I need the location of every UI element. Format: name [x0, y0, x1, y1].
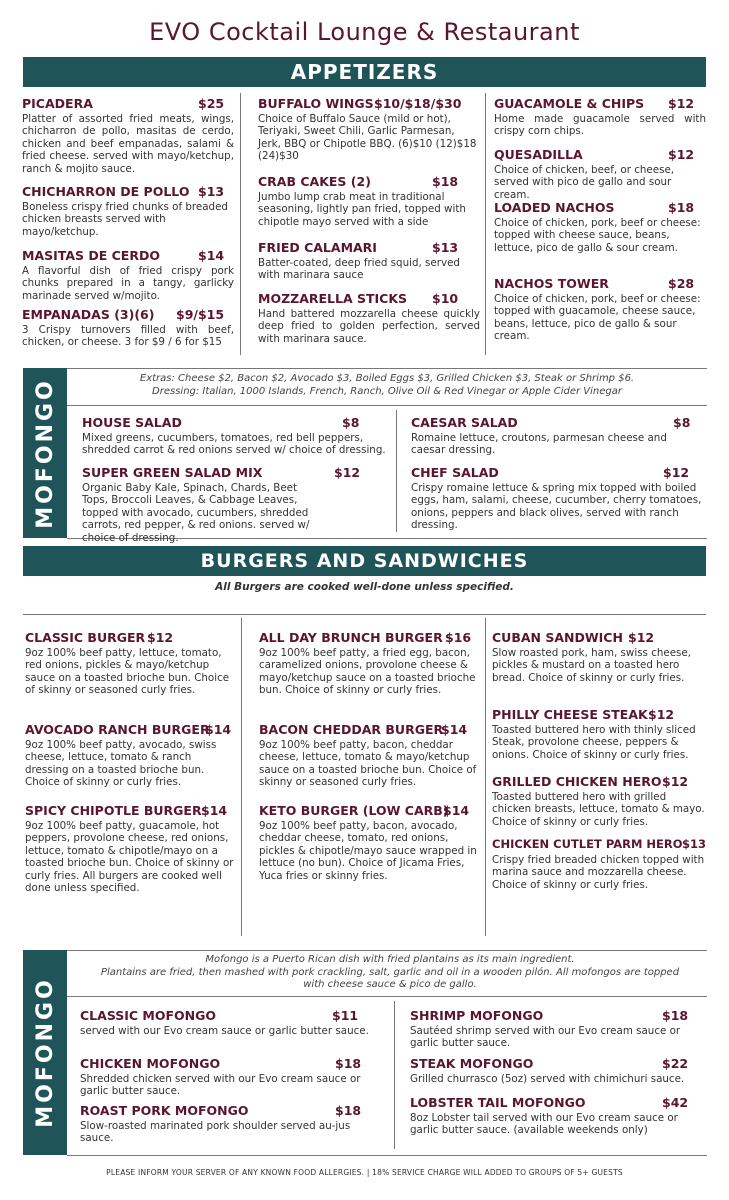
column-divider [241, 618, 242, 936]
appetizers-heading: APPETIZERS [23, 57, 706, 87]
menu-item-mozzarella-sticks: MOZZARELLA STICKS $10 Hand battered mozzarella cheese quickly deep fried to golden perfection, served with marinara sauce. [258, 291, 480, 345]
menu-item-philly-cheese-steak: PHILLY CHEESE STEAK $12 Toasted buttered hero with thinly sliced Steak, provolone cheese, peppers & onions. Choice of skinny or curly fries. [492, 707, 696, 761]
menu-item-steak-mofongo: STEAK MOFONGO $22 Grilled churrasco (5oz) served with chimichuri sauce. [410, 1056, 689, 1085]
menu-item-quesadilla: QUESADILLA $12 Choice of chicken, beef, or cheese, served with pico de gallo and sour cream. [494, 147, 695, 201]
menu-item-fried-calamari: FRIED CALAMARI $13 Batter-coated, deep fried squid, served with marinara sauce [258, 240, 460, 282]
menu-item-cuban-sandwich: CUBAN SANDWICH $12 Slow roasted pork, ham, swiss cheese, pickles & mustard on a toasted hero bread. Choice of skinny or curly fries. [492, 630, 692, 684]
column-divider [394, 1001, 395, 1149]
menu-item-chicken-mofongo: CHICKEN MOFONGO $18 Shredded chicken served with our Evo cream sauce or garlic butter sauce. [80, 1056, 362, 1098]
burgers-note: All Burgers are cooked well-done unless specified. [215, 581, 514, 593]
mofongo-intro-2: Plantains are fried, then mashed with pork crackling, salt, garlic and oil in a wooden pilón. All mofongos are topped with cheese sauce & pico de gallo. [100, 967, 680, 990]
section-border [23, 614, 706, 615]
section-border [67, 996, 707, 997]
menu-item-chef-salad: CHEF SALAD $12 Crispy romaine lettuce & spring mix topped with boiled eggs, ham, salami, cheese, cucumber, cherry tomatoes, onions, peppers and black olives, served with ranch dressing. [411, 465, 702, 532]
burgers-heading: BURGERS AND SANDWICHES [23, 546, 706, 576]
menu-item-grilled-chicken-hero: GRILLED CHICKEN HERO $12 Toasted buttered hero with grilled chicken breasts, lettuce, tomato & mayo. Choice of skinny or curly fries. [492, 774, 705, 828]
mofongo-intro-1: Mofongo is a Puerto Rican dish with fried plantains as its main ingredient. [205, 954, 575, 965]
menu-item-classic-burger: CLASSIC BURGER $12 9oz 100% beef patty, lettuce, tomato, red onions, pickles & mayo/ketchup sauce on a toasted brioche bun. Choice of skinny or seasoned curly fries. [25, 630, 230, 697]
menu-item-chicharron-de-pollo: CHICHARRON DE POLLO $13 Boneless crispy fried chunks of breaded chicken breasts served with mayo/ketchup. [22, 184, 228, 238]
column-divider [485, 93, 486, 355]
section-border [67, 405, 707, 406]
salad-extras: Extras: Cheese $2, Bacon $2, Avocado $3, Boiled Eggs $3, Grilled Chicken $3, Steak or Shrimp $6. [139, 373, 635, 384]
menu-item-shrimp-mofongo: SHRIMP MOFONGO $18 Sautéed shrimp served with our Evo cream sauce or garlic butter sauce. [410, 1008, 689, 1050]
menu-item-keto-burger: KETO BURGER (LOW CARB) $14 9oz 100% beef patty, bacon, avocado, cheddar cheese, tomato, red onions, pickles & chipotle/mayo sauce wrapped in lettuce (no bun). Choice of Jicama Fries, Yuca fries or skinny fries. [259, 803, 477, 882]
menu-item-chicken-cutlet-parm-hero: CHICKEN CUTLET PARM HERO $13 Crispy fried breaded chicken topped with marina sauce and mozzarella cheese. Choice of skinny or curly fries. [492, 837, 707, 891]
column-divider [396, 410, 397, 532]
menu-item-bacon-cheddar-burger: BACON CHEDDAR BURGER $14 9oz 100% beef patty, bacon, cheddar cheese, lettuce, tomato & mayo/ketchup sauce on a toasted brioche bun. Choice of skinny or seasoned curly fries. [259, 722, 477, 789]
mofongo-side-label: MOFONGO [23, 950, 67, 1155]
section-border [67, 368, 707, 369]
column-divider [240, 93, 241, 355]
menu-item-house-salad: HOUSE SALAD $8 Mixed greens, cucumbers, tomatoes, red bell peppers, shredded carrot & red onions served w/ choice of dressing. [82, 415, 386, 457]
menu-item-super-green-salad: SUPER GREEN SALAD MIX $12 Organic Baby Kale, Spinach, Chards, Beet Tops, Broccoli Leaves, & Cabbage Leaves, topped with avocado, cucumbers, shredded carrots, red pepper, & red onions. served w/ choice of dressing. [82, 465, 361, 544]
menu-item-masitas-de-cerdo: MASITAS DE CERDO $14 A flavorful dish of fried crispy pork chunks prepared in a tangy, garlicky marinade served w/mojito. [22, 248, 234, 302]
menu-item-caesar-salad: CAESAR SALAD $8 Romaine lettuce, croutons, parmesan cheese and caesar dressing. [411, 415, 691, 457]
menu-item-guacamole-chips: GUACAMOLE & CHIPS $12 Home made guacamole served with crispy corn chips. [494, 96, 706, 138]
salads-side-label: MOFONGO [23, 368, 67, 538]
menu-item-lobster-tail-mofongo: LOBSTER TAIL MOFONGO $42 8oz Lobster tail served with our Evo cream sauce or garlic butter sauce. (available weekends only) [410, 1095, 689, 1137]
menu-item-empanadas: EMPANADAS (3)(6) $9/$15 3 Crispy turnovers filled with beef, chicken, or cheese. 3 for $9 / 6 for $15 [22, 307, 234, 349]
menu-item-buffalo-wings: BUFFALO WINGS $10/$18/$30 Choice of Buffalo Sauce (mild or hot), Teriyaki, Sweet Chili, Garlic Parmesan, Jerk, BBQ or Chipotle BBQ. (6)$10 (12)$18 (24)$30 [258, 96, 477, 163]
menu-item-nachos-tower: NACHOS TOWER $28 Choice of chicken, pork, beef or cheese: topped with guacamole, cheese sauce, beans, lettuce, pico de gallo & sour cream. [494, 276, 701, 343]
menu-item-crab-cakes: CRAB CAKES (2) $18 Jumbo lump crab meat in traditional seasoning, lightly pan fried, topped with chipotle mayo served with a side [258, 174, 466, 228]
restaurant-title: EVO Cocktail Lounge & Restaurant [149, 18, 580, 46]
section-border [67, 950, 707, 951]
menu-item-all-day-brunch-burger: ALL DAY BRUNCH BURGER $16 9oz 100% beef patty, a fried egg, bacon, caramelized onions, provolone cheese & mayo/ketchup sauce on a toasted brioche bun. Choice of skinny or curly fries. [259, 630, 476, 697]
column-divider [485, 618, 486, 936]
menu-item-roast-pork-mofongo: ROAST PORK MOFONGO $18 Slow-roasted marinated pork shoulder served au-jus sauce. [80, 1103, 362, 1145]
menu-item-picadera: PICADERA $25 Platter of assorted fried meats, wings, chicharron de pollo, masitas de cerdo, chicken and beef empanadas, salami & fried cheese. served with mayo/ketchup, ranch & mojito sauce. [22, 96, 234, 175]
menu-item-spicy-chipotle-burger: SPICY CHIPOTLE BURGER $14 9oz 100% beef patty, guacamole, hot peppers, provolone cheese, red onions, lettuce, tomato & chipotle/mayo on a toasted brioche bun. Choice of skinny or curly fries. All burgers are cooked well done unless specified. [25, 803, 234, 895]
menu-item-loaded-nachos: LOADED NACHOS $18 Choice of chicken, pork, beef or cheese: topped with cheese sauce, beans, lettuce, pico de gallo & sour cream. [494, 200, 701, 254]
section-border [67, 1155, 707, 1156]
menu-item-avocado-ranch-burger: AVOCADO RANCH BURGER $14 9oz 100% beef patty, avocado, swiss cheese, lettuce, tomato & ranch dressing on a toasted brioche bun. Choice of skinny or curly fries. [25, 722, 232, 789]
footer-notice: PLEASE INFORM YOUR SERVER OF ANY KNOWN FOOD ALLERGIES. | 18% SERVICE CHARGE WILL ADDED TO GROUPS OF 5+ GUESTS [106, 1168, 623, 1177]
menu-item-classic-mofongo: CLASSIC MOFONGO $11 served with our Evo cream sauce or garlic butter sauce. [80, 1008, 369, 1037]
salad-dressing: Dressing: Italian, 1000 Islands, French, Ranch, Olive Oil & Red Vinegar or Apple Cider Vinegar [152, 386, 622, 397]
